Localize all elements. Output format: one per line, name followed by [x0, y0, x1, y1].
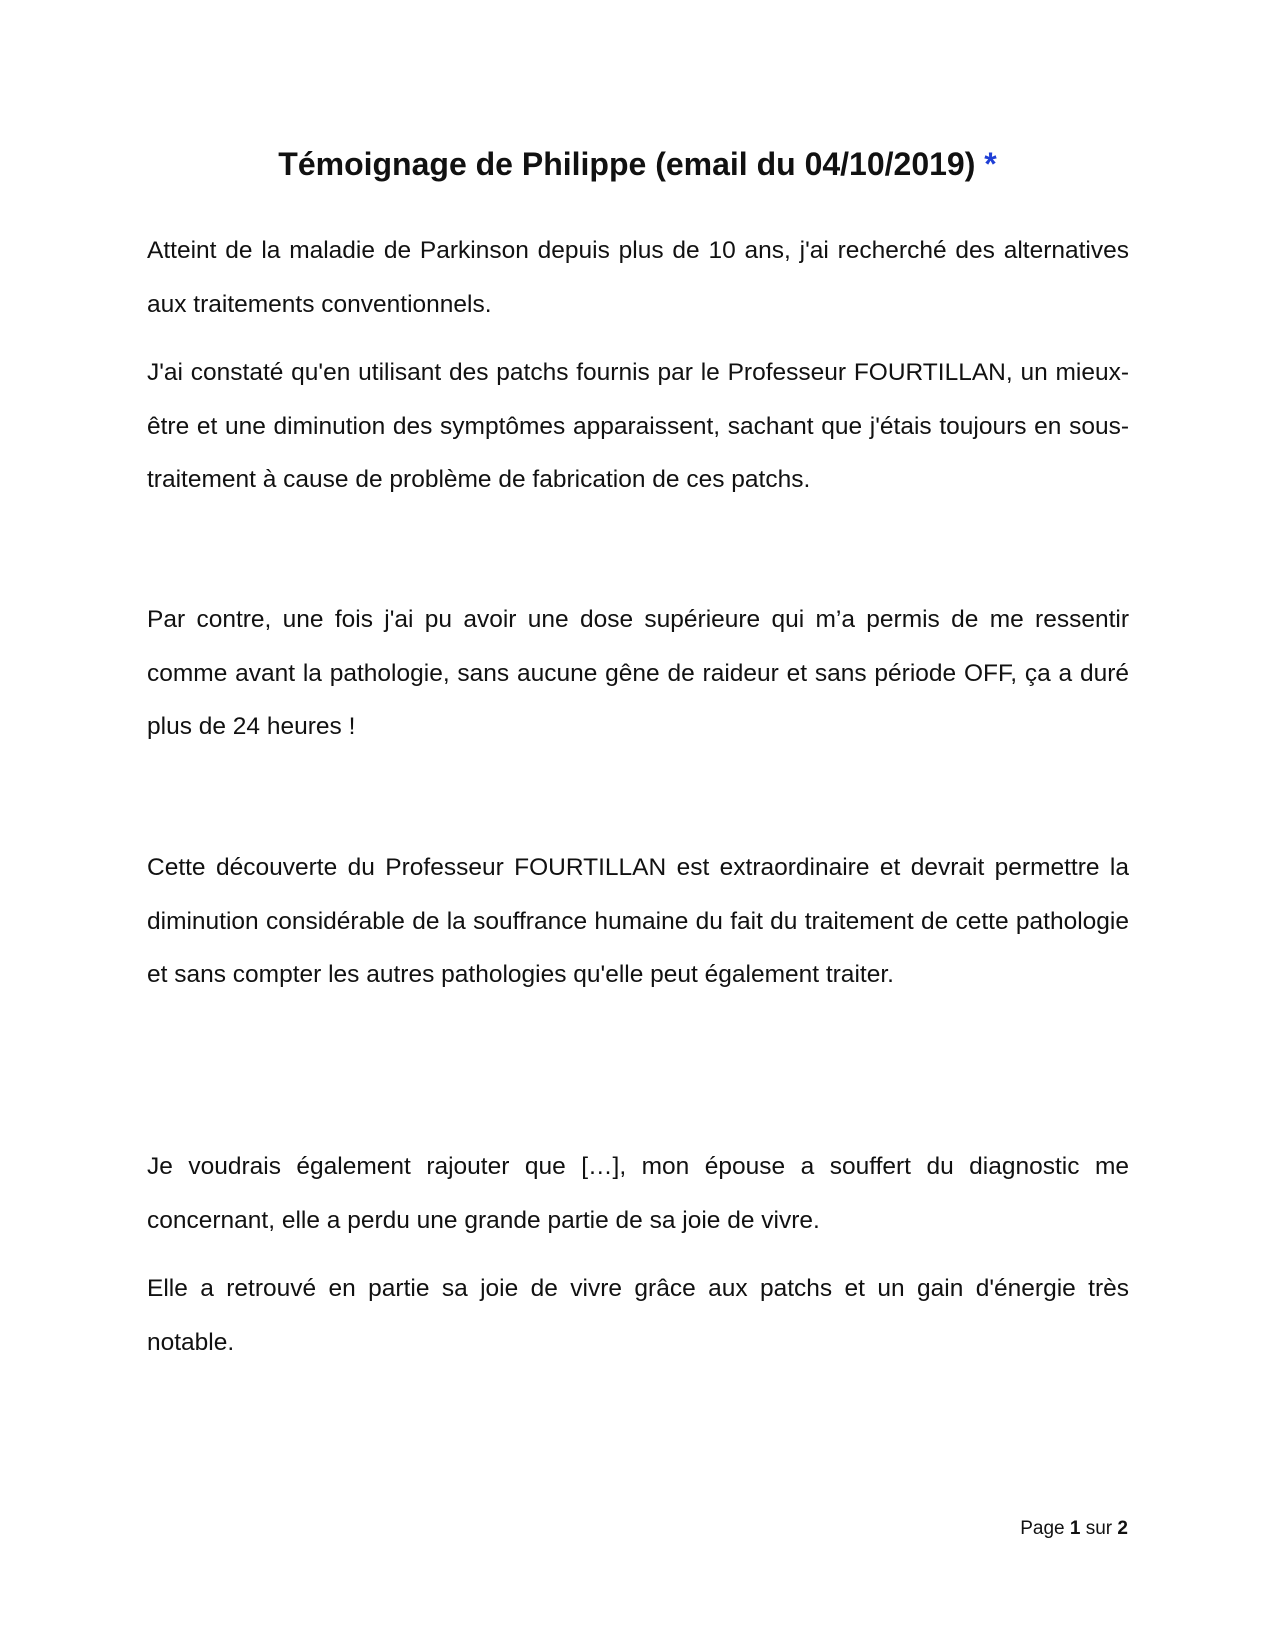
of-label: sur [1085, 1518, 1113, 1539]
title-asterisk-marker: * [984, 146, 997, 182]
page-label: Page [1020, 1518, 1065, 1539]
page-number-footer [1020, 1516, 1128, 1542]
paragraph-6: Elle a retrouvé en partie sa joie de vivre grâce aux patchs et un gain d'énergie très notable. [147, 1275, 1129, 1356]
total-pages-number: 2 [1117, 1518, 1128, 1539]
current-page-number: 1 [1069, 1518, 1081, 1539]
paragraph-3: Par contre, une fois j'ai pu avoir une dose supérieure qui m’a permis de me ressentir comme avant la pathologie, sans aucune gêne de raideur et sans période OFF, ça a duré plus de 24 heures ! [147, 606, 1129, 740]
title-text: Témoignage de Philippe (email du 04/10/2019) [278, 146, 976, 182]
paragraph-5: Je voudrais également rajouter que […], mon épouse a souffert du diagnostic me concernant, elle a perdu une grande partie de sa joie de vivre. [147, 1153, 1129, 1234]
paragraph-4: Cette découverte du Professeur FOURTILLAN est extraordinaire et devrait permettre la diminution considérable de la souffrance humaine du fait du traitement de cette pathologie et sans compter les autres pathologies qu'elle peut également traiter. [147, 854, 1129, 988]
paragraph-2: J'ai constaté qu'en utilisant des patchs fournis par le Professeur FOURTILLAN, un mieux-être et une diminution des symptômes apparaissent, sachant que j'étais toujours en sous-traitement à cause de problème de fabrication de ces patchs. [147, 359, 1129, 493]
paragraph-1: Atteint de la maladie de Parkinson depuis plus de 10 ans, j'ai recherché des alternatives aux traitements conventionnels. [147, 237, 1129, 318]
document-title [0, 142, 1275, 186]
